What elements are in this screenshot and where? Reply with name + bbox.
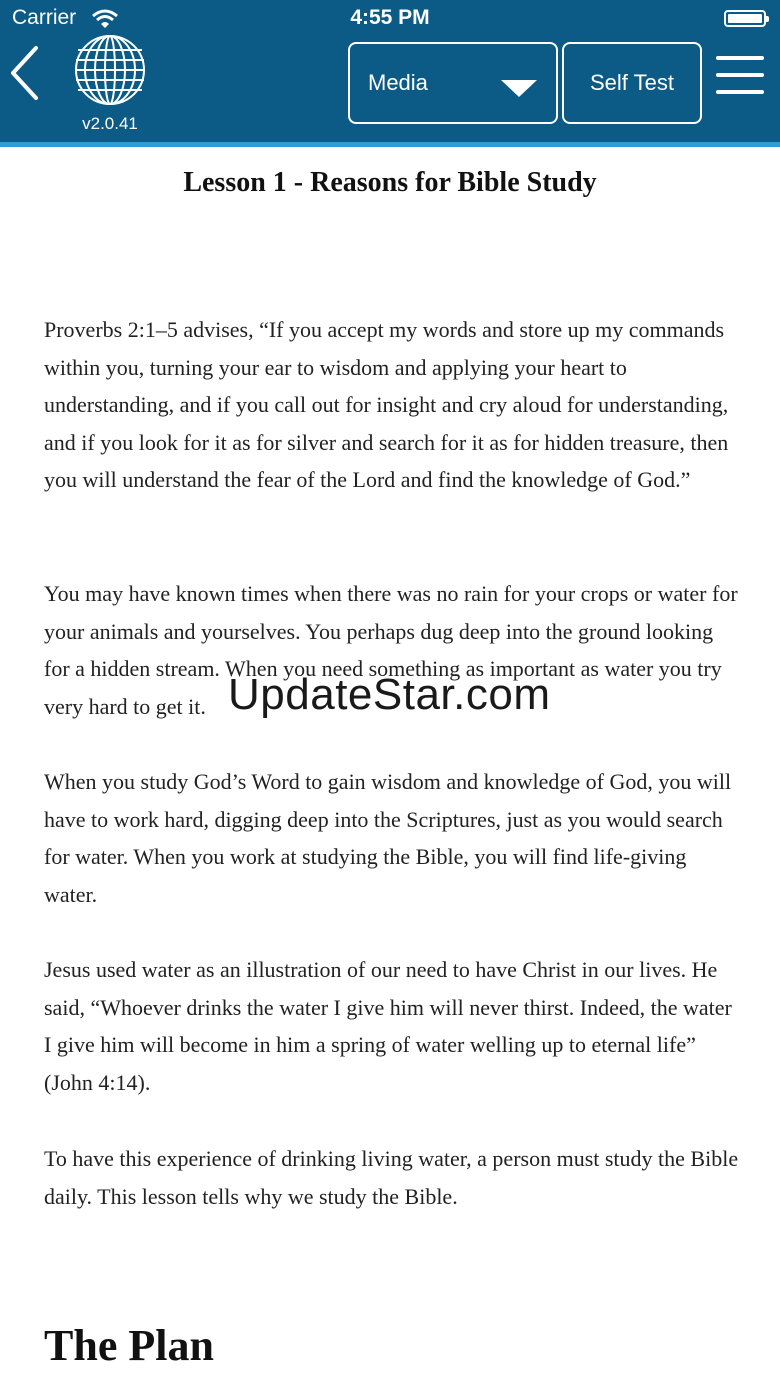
lesson-title: Lesson 1 - Reasons for Bible Study xyxy=(183,167,597,198)
chevron-left-icon[interactable] xyxy=(8,44,42,102)
app-version: v2.0.41 xyxy=(82,114,138,133)
self-test-button[interactable] xyxy=(562,42,702,124)
navigation-bar xyxy=(0,0,780,142)
lesson-paragraph: Jesus used water as an illustration of our need to have Christ in our lives. He said, “Whoever drinks the water I give him will never thirst. Indeed, the water I give him will become in him a spring of water welling up to eternal life” (John 4:14). xyxy=(44,957,732,1095)
section-heading: The Plan xyxy=(44,1321,214,1370)
hamburger-menu-icon[interactable] xyxy=(716,56,766,96)
globe-logo-icon xyxy=(74,34,146,106)
self-test-label: Self Test xyxy=(590,70,674,95)
battery-icon xyxy=(724,10,766,27)
status-time: 4:55 PM xyxy=(350,6,430,29)
media-dropdown-button[interactable] xyxy=(348,42,558,124)
lesson-paragraph: When you study God’s Word to gain wisdom and knowledge of God, you will have to work hard, digging deep into the Scriptures, just as you would search for water. When you work at studying the Bible, you will find life-giving water. xyxy=(44,769,732,907)
accent-stripe xyxy=(0,142,780,147)
media-label: Media xyxy=(368,70,428,95)
lesson-paragraph: You may have known times when there was no rain for your crops or water for your animals and yourselves. You perhaps dug deep into the ground looking for a hidden stream. When you need something as important as water you try very hard to get it. xyxy=(44,581,738,719)
watermark: UpdateStar.com xyxy=(228,670,551,719)
carrier-label: Carrier xyxy=(12,6,77,29)
caret-down-icon xyxy=(499,78,539,98)
lesson-paragraph: To have this experience of drinking living water, a person must study the Bible daily. This lesson tells why we study the Bible. xyxy=(44,1146,739,1209)
lesson-paragraph: Proverbs 2:1–5 advises, “If you accept my words and store up my commands within you, turning your ear to wisdom and applying your heart to understanding, and if you call out for insight and cry aloud for understanding, and if you look for it as for silver and search for it as for hidden treasure, then you will understand the fear of the Lord and find the knowledge of God.” xyxy=(44,317,729,493)
